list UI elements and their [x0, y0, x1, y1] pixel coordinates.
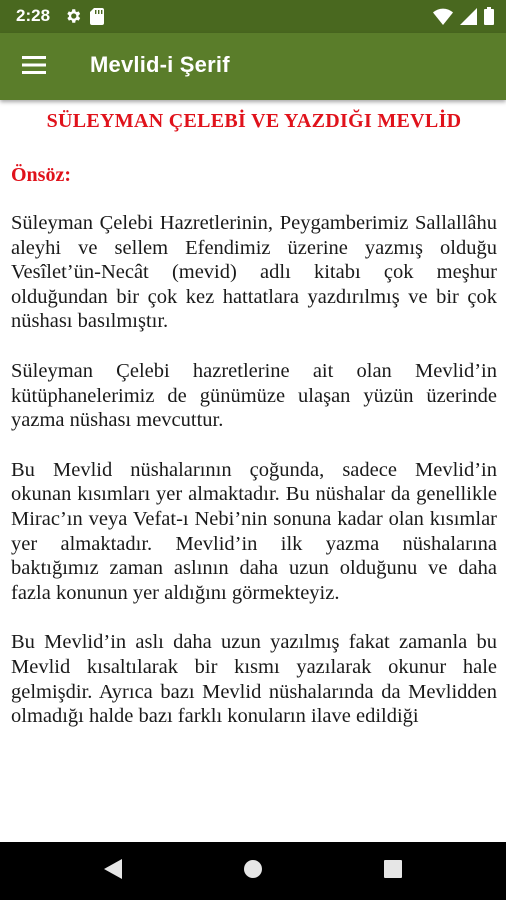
back-icon — [104, 859, 122, 884]
paragraph: Bu Mevlid’in aslı daha uzun yazılmış fakat zamanla bu Mevlid kısaltılarak bir kısmı yazılarak okunur hale gelmişdir. Ayrıca bazı Mevlid nüshalarında da Mevlidden olmadığı halde bazı farklı konuların ilave edildiği — [11, 631, 497, 728]
paragraph: Süleyman Çelebi Hazretlerinin, Peygamberimiz Sallallâhu aleyhi ve sellem Efendimiz üzerine yazmış olduğu Vesîlet’ün-Necât (mevid) adlı kitabı çok meşhur olduğundan bir çok kez hattatlara yazdırılmış ve bir çok nüshası basılmıştır. — [11, 212, 497, 333]
signal-icon — [460, 8, 477, 30]
document-content[interactable] — [11, 100, 497, 842]
paragraph: Süleyman Çelebi hazretlerine ait olan Mevlid’in kütüphanelerimiz de günümüze ulaşan yüzün üzerinde yazma nüshası mevcuttur. — [11, 359, 497, 432]
menu-button[interactable] — [14, 47, 54, 87]
settings-icon — [64, 7, 82, 30]
home-button[interactable] — [238, 856, 268, 886]
preface-label: Önsöz: — [11, 164, 71, 186]
status-icons-right — [433, 7, 494, 30]
back-button[interactable] — [98, 856, 128, 886]
document-heading: SÜLEYMAN ÇELEBİ VE YAZDIĞI MEVLİD — [46, 110, 462, 132]
app-title: Mevlid-i Şerif — [90, 52, 230, 77]
paragraph: Bu Mevlid nüshalarının çoğunda, sadece Mevlid’in okunan kısımları yer almaktadır. Bu nüshalar da genellikle Mirac’ın veya Vefat-ı Nebi’nin sonuna kadar olan kısımlar yer almaktadır. Mevlid’in ilk yazma nüshalarına baktığımız zaman aslının daha uzun olduğunu ve daha fazla konunun yer aldığını görmekteyiz. — [11, 458, 497, 604]
status-bar — [0, 0, 506, 33]
navigation-bar — [0, 842, 506, 900]
status-icons-left — [64, 7, 104, 30]
hamburger-menu-icon — [22, 56, 46, 79]
battery-icon — [484, 7, 494, 30]
wifi-icon — [433, 8, 453, 30]
app-bar — [0, 33, 506, 100]
recents-button[interactable] — [378, 856, 408, 886]
recents-icon — [384, 860, 402, 883]
status-time: 2:28 — [16, 6, 51, 25]
sd-card-icon — [90, 8, 104, 30]
home-icon — [243, 859, 263, 884]
